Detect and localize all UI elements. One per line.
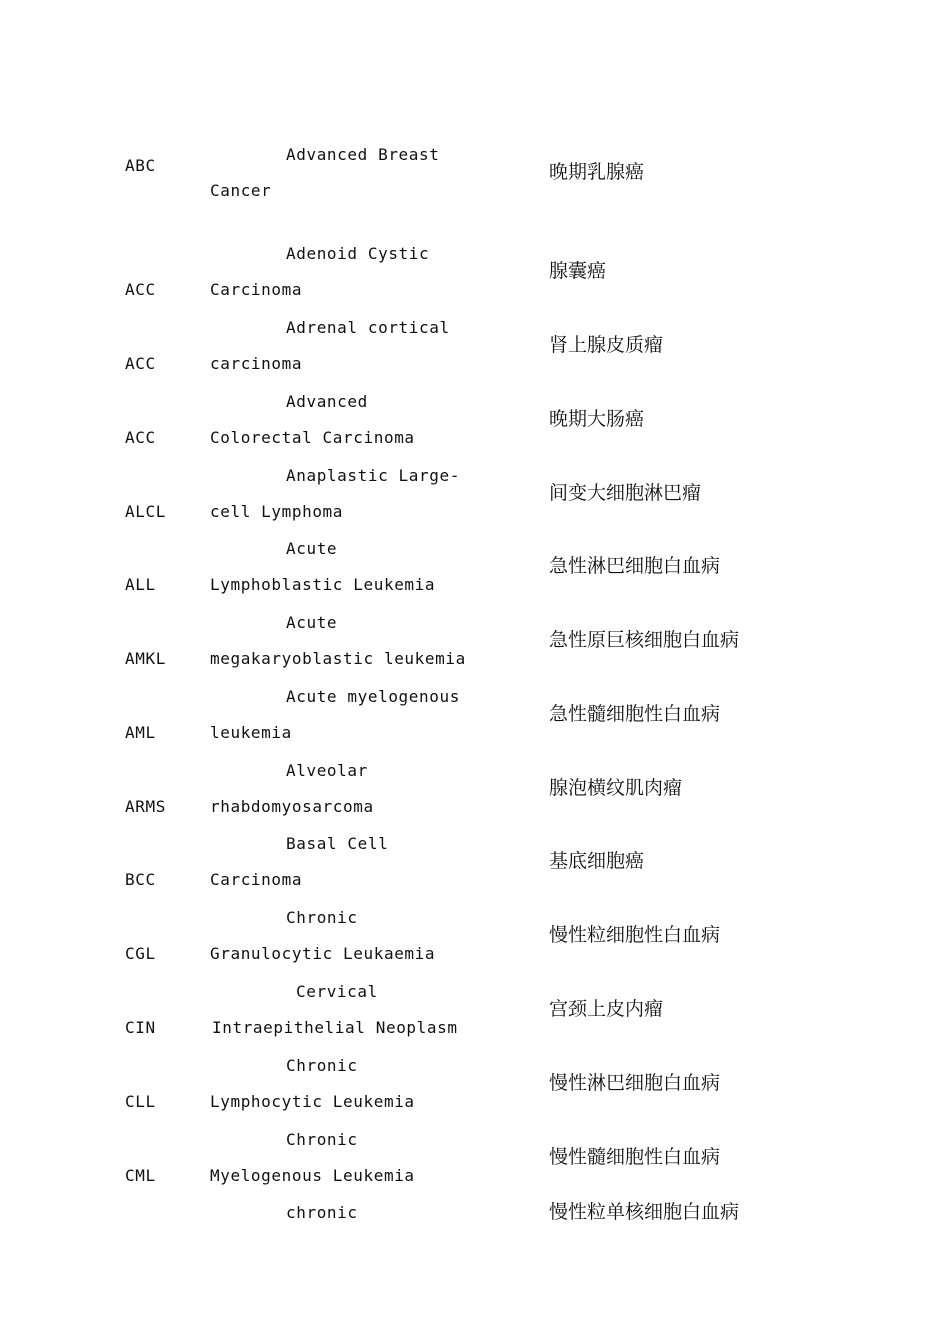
chinese-term: 基底细胞癌 <box>549 850 645 872</box>
chinese-term: 急性髓细胞性白血病 <box>549 703 721 725</box>
abbreviation: CIN <box>125 1018 156 1037</box>
chinese-term: 肾上腺皮质瘤 <box>549 334 664 356</box>
abbreviation: AMKL <box>125 649 166 668</box>
abbreviation: CLL <box>125 1092 156 1111</box>
english-term-line1: Adrenal cortical <box>286 318 450 337</box>
chinese-term: 慢性粒单核细胞白血病 <box>549 1201 740 1223</box>
chinese-term: 慢性淋巴细胞白血病 <box>549 1072 721 1094</box>
english-term-line1: Acute <box>286 539 338 558</box>
english-term-line1: chronic <box>286 1203 358 1222</box>
english-term-line1: Acute myelogenous <box>286 687 460 706</box>
english-term-line2: Lymphocytic Leukemia <box>210 1092 415 1111</box>
english-term-line1: Basal Cell <box>286 834 389 853</box>
chinese-term: 间变大细胞淋巴瘤 <box>549 482 702 504</box>
abbreviation: ALL <box>125 575 156 594</box>
english-term-line2: leukemia <box>210 723 292 742</box>
abbreviation: CML <box>125 1166 156 1185</box>
abbreviation: ARMS <box>125 797 166 816</box>
english-term-line2: carcinoma <box>210 354 303 373</box>
english-term-line2: Intraepithelial Neoplasm <box>212 1018 458 1037</box>
english-term-line1: Anaplastic Large- <box>286 466 460 485</box>
chinese-term: 宫颈上皮内瘤 <box>549 998 664 1020</box>
chinese-term: 晚期大肠癌 <box>549 408 645 430</box>
english-term-line1: Adenoid Cystic <box>286 244 430 263</box>
chinese-term: 晚期乳腺癌 <box>549 161 645 183</box>
english-term-line1: Acute <box>286 613 338 632</box>
english-term-line1: Cervical <box>296 982 378 1001</box>
english-term-line2: Carcinoma <box>210 870 303 889</box>
english-term-line2: Carcinoma <box>210 280 303 299</box>
english-term-line2: Myelogenous Leukemia <box>210 1166 415 1185</box>
abbreviation: ACC <box>125 354 156 373</box>
english-term-line2: Cancer <box>210 181 272 200</box>
chinese-term: 急性原巨核细胞白血病 <box>549 629 740 651</box>
english-term-line1: Advanced <box>286 392 368 411</box>
english-term-line1: Chronic <box>286 1130 358 1149</box>
english-term-line2: rhabdomyosarcoma <box>210 797 374 816</box>
chinese-term: 腺囊癌 <box>549 260 607 282</box>
english-term-line1: Chronic <box>286 908 358 927</box>
english-term-line2: cell Lymphoma <box>210 502 344 521</box>
english-term-line2: Granulocytic Leukaemia <box>210 944 436 963</box>
english-term-line2: Lymphoblastic Leukemia <box>210 575 436 594</box>
abbreviation: ALCL <box>125 502 166 521</box>
english-term-line1: Advanced Breast <box>286 145 440 164</box>
abbreviation: ACC <box>125 428 156 447</box>
abbreviation: CGL <box>125 944 156 963</box>
abbreviation: BCC <box>125 870 156 889</box>
chinese-term: 急性淋巴细胞白血病 <box>549 555 721 577</box>
english-term-line1: Chronic <box>286 1056 358 1075</box>
english-term-line2: Colorectal Carcinoma <box>210 428 415 447</box>
chinese-term: 腺泡横纹肌肉瘤 <box>549 777 683 799</box>
chinese-term: 慢性髓细胞性白血病 <box>549 1146 721 1168</box>
abbreviation: ABC <box>125 156 156 175</box>
english-term-line1: Alveolar <box>286 761 368 780</box>
abbreviation: AML <box>125 723 156 742</box>
abbreviation: ACC <box>125 280 156 299</box>
english-term-line2: megakaryoblastic leukemia <box>210 649 466 668</box>
chinese-term: 慢性粒细胞性白血病 <box>549 924 721 946</box>
